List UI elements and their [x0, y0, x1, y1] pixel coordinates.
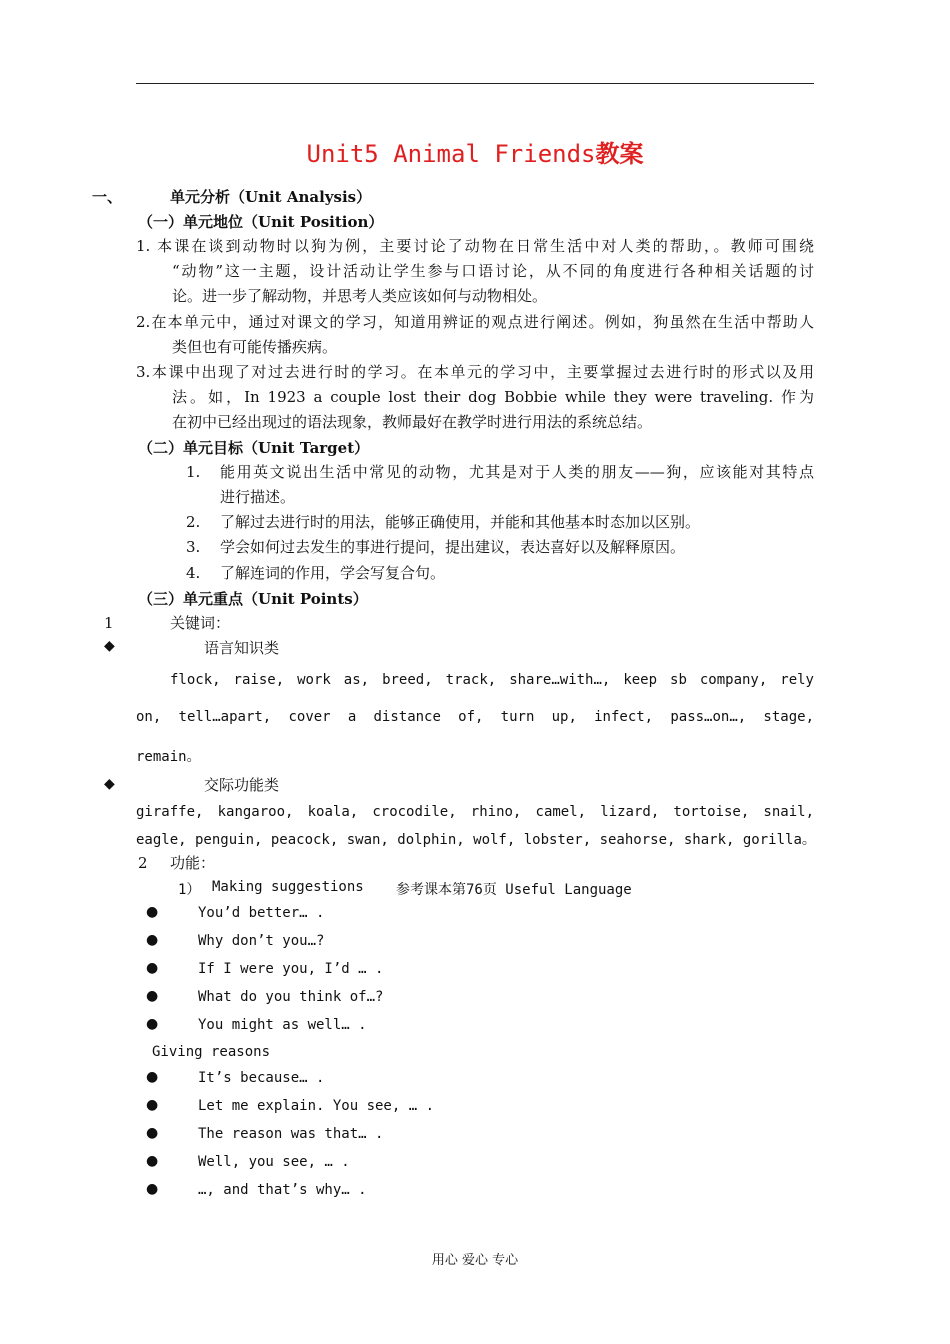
bullet-dot-icon: ● — [146, 1097, 159, 1113]
vocab-line: remain。 — [136, 749, 201, 765]
vocab-line: giraffe, kangaroo, koala, crocodile, rhino, camel, lizard, tortoise, snail, — [136, 804, 814, 820]
page-footer: 用心 爱心 专心 — [431, 1253, 519, 1268]
making-suggestions-label: Making suggestions — [212, 879, 364, 895]
function-label: 功能： — [170, 854, 216, 872]
header-rule — [136, 83, 814, 84]
diamond-bullet-icon: ◆ — [104, 638, 115, 654]
subsection-heading-points: （三）单元重点（Unit Points） — [138, 590, 368, 608]
suggestion-item: What do you think of…? — [198, 989, 384, 1005]
target-number: 3. — [186, 538, 201, 556]
section-heading: 单元分析（Unit Analysis） — [170, 188, 372, 206]
position-paragraph-3: 3.本课中出现了对过去进行时的学习。在本单元的学习中，主要掌握过去进行时的形式以及用 法。如，In 1923 a couple lost their dog Bobbie while they were traveling. 作为 在初中已经出现过的语法现象，教师最好在教学时进行用法的系统总结。 — [136, 363, 814, 431]
reason-item: It’s because… . — [198, 1070, 325, 1086]
target-number: 1. — [186, 463, 201, 481]
target-number: 2. — [186, 513, 201, 531]
making-number: 1） — [178, 882, 201, 898]
suggestion-item: If I were you, I’d … . — [198, 961, 384, 977]
target-item: 学会如何过去发生的事进行提问，提出建议，表达喜好以及解释原因。 — [220, 538, 686, 556]
diamond-bullet-icon: ◆ — [104, 776, 115, 792]
vocab-line: on, tell…apart, cover a distance of, turn up, infect, pass…on…, stage, — [136, 709, 814, 725]
target-item: 能用英文说出生活中常见的动物，尤其是对于人类的朋友——狗，应该能对其特点 进行描述。 — [220, 463, 814, 506]
vocab-line: eagle, penguin, peacock, swan, dolphin, wolf, lobster, seahorse, shark, gorilla。 — [136, 832, 816, 848]
bullet-dot-icon: ● — [146, 1181, 159, 1197]
section-number: 一、 — [92, 188, 123, 206]
suggestion-item: You might as well… . — [198, 1017, 367, 1033]
keyword-number: 1 — [104, 614, 114, 632]
category-communication: 交际功能类 — [204, 776, 280, 794]
reason-item: …, and that’s why… . — [198, 1182, 367, 1198]
subsection-heading-target: （二）单元目标（Unit Target） — [138, 439, 370, 457]
suggestion-item: You’d better… . — [198, 905, 325, 921]
category-language: 语言知识类 — [204, 639, 280, 657]
bullet-dot-icon: ● — [146, 1125, 159, 1141]
document-title: Unit5 Animal Friends教案 — [306, 140, 644, 168]
reason-item: Well, you see, … . — [198, 1154, 350, 1170]
vocab-line: flock, raise, work as, breed, track, share…with…, keep sb company, rely — [170, 672, 814, 688]
position-paragraph-1: 1. 本课在谈到动物时以狗为例，主要讨论了动物在日常生活中对人类的帮助，。教师可围绕 “动物”这一主题，设计活动让学生参与口语讨论，从不同的角度进行各种相关话题的讨 论。进一步了解动物，并思考人类应该如何与动物相处。 — [136, 237, 814, 305]
bullet-dot-icon: ● — [146, 1069, 159, 1085]
useful-language-reference: 参考课本第76页 Useful Language — [396, 882, 632, 898]
bullet-dot-icon: ● — [146, 1153, 159, 1169]
bullet-dot-icon: ● — [146, 960, 159, 976]
giving-reasons-label: Giving reasons — [152, 1044, 271, 1060]
target-item: 了解过去进行时的用法，能够正确使用，并能和其他基本时态加以区别。 — [220, 513, 701, 531]
target-number: 4. — [186, 564, 201, 582]
bullet-dot-icon: ● — [146, 988, 159, 1004]
function-number: 2 — [138, 854, 148, 872]
bullet-dot-icon: ● — [146, 904, 159, 920]
subsection-heading-position: （一）单元地位（Unit Position） — [138, 213, 384, 231]
bullet-dot-icon: ● — [146, 1016, 159, 1032]
position-paragraph-2: 2.在本单元中，通过对课文的学习，知道用辨证的观点进行阐述。例如，狗虽然在生活中帮助人 类但也有可能传播疾病。 — [136, 313, 814, 356]
keyword-label: 关键词： — [170, 614, 231, 632]
target-item: 了解连词的作用，学会写复合句。 — [220, 564, 446, 582]
reason-item: The reason was that… . — [198, 1126, 384, 1142]
suggestion-item: Why don’t you…? — [198, 933, 325, 949]
reason-item: Let me explain. You see, … . — [198, 1098, 435, 1114]
bullet-dot-icon: ● — [146, 932, 159, 948]
